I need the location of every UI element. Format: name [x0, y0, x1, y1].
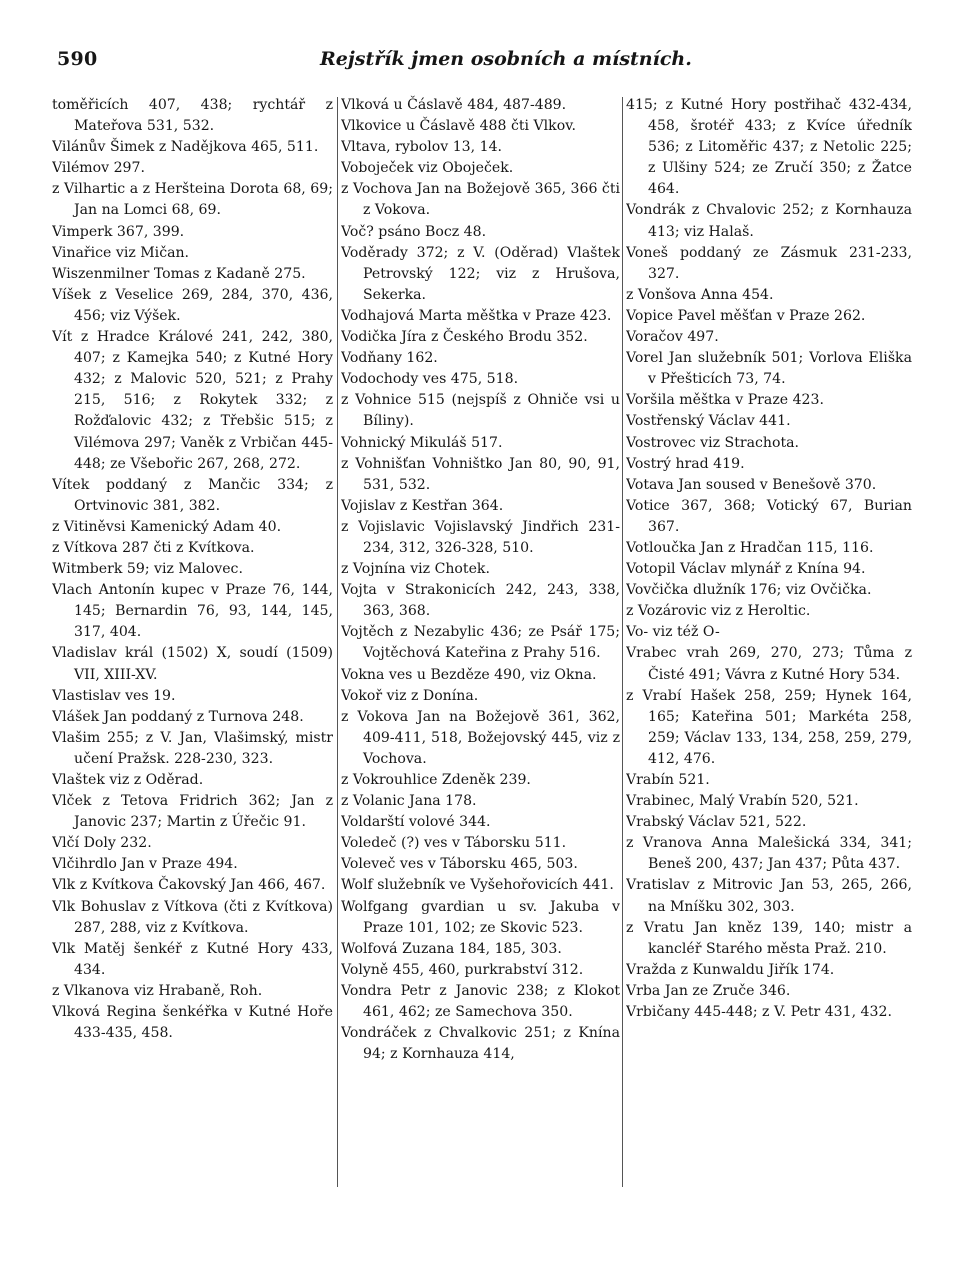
- index-entry: Voděrady 372; z V. (Oděrad) Vlaštek Petrovský 122; viz z Hrušova, Sekerka.: [341, 244, 620, 303]
- index-entry: Vlk Matěj šenkéř z Kutné Hory 433, 434.: [52, 940, 333, 978]
- index-entry: Vostrovec viz Strachota.: [626, 434, 799, 451]
- index-entry: Vítek poddaný z Mančic 334; z Ortvinovic 381, 382.: [52, 476, 333, 514]
- index-entry: Vlk Bohuslav z Vítkova (čti z Kvítkova) 287, 288, viz z Kvítkova.: [52, 898, 333, 936]
- index-entry: Vondrák z Chvalovic 252; z Kornhauza 413; viz Halaš.: [626, 202, 912, 240]
- index-entry: Víšek z Veselice 269, 284, 370, 436, 456; viz Výšek.: [52, 286, 333, 324]
- index-entry: Vodňany 162.: [341, 350, 438, 367]
- running-title: Rejstřík jmen osobních a místních.: [320, 48, 692, 70]
- index-entry: Vlastislav ves 19.: [52, 687, 176, 704]
- index-entry: Vinařice viz Mičan.: [52, 244, 190, 261]
- index-entry: Vokna ves u Bezděze 490, viz Okna.: [341, 666, 597, 683]
- index-entry: z Vitiněvsi Kamenický Adam 40.: [52, 518, 282, 535]
- index-entry: z Vojislavic Vojislavský Jindřich 231-234, 312, 326-328, 510.: [341, 518, 620, 556]
- index-entry: z Vojnína viz Chotek.: [341, 561, 490, 578]
- index-entry: Vokoř viz z Donína.: [341, 687, 479, 704]
- index-columns: [52, 95, 912, 1205]
- index-entry: z Vohnice 515 (nejspíš z Ohniče vsi u Bíliny).: [341, 392, 620, 430]
- index-entry: z Vokrouhlice Zdeněk 239.: [341, 772, 531, 788]
- index-entry: Votopil Václav mlynář z Knína 94.: [626, 561, 866, 578]
- index-entry: Vrabský Václav 521, 522.: [626, 814, 807, 831]
- index-entry: z Vokova Jan na Božejově 361, 362, 409-411, 518, Božejovský 445, viz z Vochova.: [341, 708, 620, 767]
- index-entry: Vodička Jíra z Českého Brodu 352.: [341, 329, 588, 346]
- index-entry: z Vítkova 287 čti z Kvítkova.: [52, 539, 255, 556]
- index-entry: Vodhajová Marta měštka v Praze 423.: [341, 307, 612, 324]
- index-entry: Voračov 497.: [626, 329, 719, 346]
- index-entry: Vopice Pavel měšťan v Praze 262.: [626, 307, 866, 324]
- index-entry: Vojta v Strakonicích 242, 243, 338, 363, 368.: [341, 582, 620, 620]
- index-entry: z Vilhartic a z Heršteina Dorota 68, 69; Jan na Lomci 68, 69.: [52, 181, 333, 219]
- index-entry: z Vochova Jan na Božejově 365, 366 čti z Vokova.: [341, 181, 620, 219]
- index-entry: Vltava, rybolov 13, 14.: [341, 139, 503, 156]
- index-entry: Votloučka Jan z Hradčan 115, 116.: [626, 539, 874, 556]
- index-entry: Votice 367, 368; Votický 67, Burian 367.: [626, 497, 912, 535]
- index-entry: Wolf služebník ve Vyšehořovicích 441.: [341, 877, 614, 894]
- index-entry: Vlkovice u Čáslavě 488 čti Vlkov.: [341, 118, 576, 135]
- index-entry: Volyně 455, 460, purkrabství 312.: [341, 961, 584, 978]
- index-entry: Vostrý hrad 419.: [626, 455, 745, 472]
- index-entry: Voledeč (?) ves v Táborsku 511.: [341, 835, 567, 852]
- index-entry: Wolfgang gvardian u sv. Jakuba v Praze 101, 102; ze Skovic 523.: [341, 898, 620, 936]
- index-entry: Voč? psáno Bocz 48.: [341, 223, 487, 240]
- index-entry: Vondra Petr z Janovic 238; z Klokot 461, 462; ze Samechova 350.: [341, 982, 620, 1021]
- index-entry: Wiszenmilner Tomas z Kadaně 275.: [52, 265, 306, 282]
- index-entry: Vlašim 255; z V. Jan, Vlašimský, mistr učení Pražsk. 228-230, 323.: [52, 729, 333, 767]
- index-entry: Vlková Regina šenkéřka v Kutné Hoře 433-435, 458.: [52, 1004, 333, 1042]
- index-column-3: [626, 95, 912, 1023]
- index-entry: z Vonšova Anna 454.: [626, 286, 774, 303]
- column-divider: [622, 97, 623, 1187]
- index-entry: Vrabín 521.: [626, 772, 710, 788]
- index-entry: Votava Jan soused v Benešově 370.: [626, 476, 877, 493]
- index-entry: Vražda z Kunwaldu Jiřík 174.: [626, 961, 835, 978]
- index-entry: z Vlkanova viz Hrabaně, Roh.: [52, 982, 263, 999]
- index-entry: Vít z Hradce Králové 241, 242, 380, 407; z Kamejka 540; z Kutné Hory 432; z Malovic 520, 521; z Prahy 215, 516; z Rokytek 332; z Rožďalovic 432; z Třebšic 515; z Vilémova 297; Vaněk z Vrbičan 445-448; ze Všebořic 267, 268, 272.: [52, 329, 333, 472]
- index-entry: z Vozárovic viz z Heroltic.: [626, 603, 811, 620]
- index-entry: Vimperk 367, 399.: [52, 223, 185, 240]
- index-entry: 415; z Kutné Hory postřihač 432-434, 458, šrotéř 433; z Kvíce úředník 536; z Litoměřic 437; z Netolic 225; z Ulšiny 524; ze Zručí 350; z Žatce 464.: [626, 97, 912, 198]
- index-entry: Vlček z Tetova Fridrich 362; Jan z Janovic 237; Martin z Úřečic 91.: [52, 793, 333, 831]
- index-entry: Voršila měštka v Praze 423.: [626, 392, 824, 409]
- index-entry: Wolfová Zuzana 184, 185, 303.: [341, 940, 562, 957]
- index-entry: Vrabec vrah 269, 270, 273; Tůma z Čisté 491; Vávra z Kutné Hory 534.: [626, 645, 912, 683]
- index-entry: Vo- viz též O-: [626, 624, 720, 641]
- index-entry: Vlášek Jan poddaný z Turnova 248.: [52, 708, 304, 725]
- index-entry: Voneš poddaný ze Zásmuk 231-233, 327.: [626, 244, 912, 282]
- index-entry: Vondráček z Chvalkovic 251; z Knína 94; z Kornhauza 414,: [341, 1025, 620, 1063]
- index-entry: Vilémov 297.: [52, 160, 145, 177]
- index-entry: Vlach Antonín kupec v Praze 76, 144, 145; Bernardin 76, 93, 144, 145, 317, 404.: [52, 582, 333, 641]
- index-entry: z Vrabí Hašek 258, 259; Hynek 164, 165; Kateřina 501; Markéta 258, 259; Václav 133, 134, 258, 259, 279, 412, 476.: [626, 687, 912, 767]
- index-entry: z Volanic Jana 178.: [341, 793, 477, 810]
- index-entry: toměřicích 407, 438; rychtář z Mateřova 531, 532.: [52, 97, 333, 135]
- index-entry: z Vranova Anna Malešická 334, 341; Beneš 200, 437; Jan 437; Půta 437.: [626, 835, 912, 873]
- index-entry: Vojislav z Kestřan 364.: [341, 497, 504, 514]
- index-entry: Voleveč ves v Táborsku 465, 503.: [341, 856, 578, 873]
- index-entry: z Vohnišťan Vohništko Jan 80, 90, 91, 531, 532.: [341, 455, 620, 493]
- index-column-2: [341, 95, 620, 1065]
- index-column-1: [52, 95, 333, 1044]
- index-entry: Vladislav král (1502) X, soudí (1509) VII, XIII-XV.: [52, 645, 333, 683]
- index-entry: Vrbičany 445-448; z V. Petr 431, 432.: [626, 1004, 892, 1021]
- index-entry: Witmberk 59; viz Malovec.: [52, 561, 243, 578]
- index-entry: Vlk z Kvítkova Čakovský Jan 466, 467.: [52, 877, 326, 894]
- index-entry: Vojtěch z Nezabylic 436; ze Psář 175; Vojtěchová Kateřina z Prahy 516.: [341, 624, 620, 662]
- index-entry: Vrba Jan ze Zruče 346.: [626, 982, 791, 999]
- index-entry: Vratislav z Mitrovic Jan 53, 265, 266, na Mníšku 302, 303.: [626, 877, 912, 915]
- index-entry: Voboječek viz Oboječek.: [341, 160, 514, 177]
- index-entry: Vlaštek viz z Oděrad.: [52, 772, 204, 788]
- index-entry: Vrabinec, Malý Vrabín 520, 521.: [626, 793, 859, 810]
- index-entry: Vlčí Doly 232.: [52, 835, 152, 852]
- index-entry: Vostřenský Václav 441.: [626, 413, 791, 430]
- index-entry: Vorel Jan služebník 501; Vorlova Eliška v Přešticích 73, 74.: [626, 350, 912, 388]
- index-entry: Vlková u Čáslavě 484, 487-489.: [341, 97, 567, 113]
- index-entry: Voldarští volové 344.: [341, 814, 491, 831]
- index-entry: Vohnický Mikuláš 517.: [341, 434, 503, 451]
- index-entry: z Vratu Jan kněz 139, 140; mistr a kancléř Starého města Praž. 210.: [626, 919, 912, 957]
- index-entry: Vilánův Šimek z Nadějkova 465, 511.: [52, 139, 319, 156]
- index-entry: Vlčihrdlo Jan v Praze 494.: [52, 856, 238, 873]
- index-entry: Vovčička dlužník 176; viz Ovčička.: [626, 582, 872, 599]
- column-divider: [337, 97, 338, 1187]
- index-entry: Vodochody ves 475, 518.: [341, 371, 519, 388]
- page-number: 590: [57, 48, 98, 70]
